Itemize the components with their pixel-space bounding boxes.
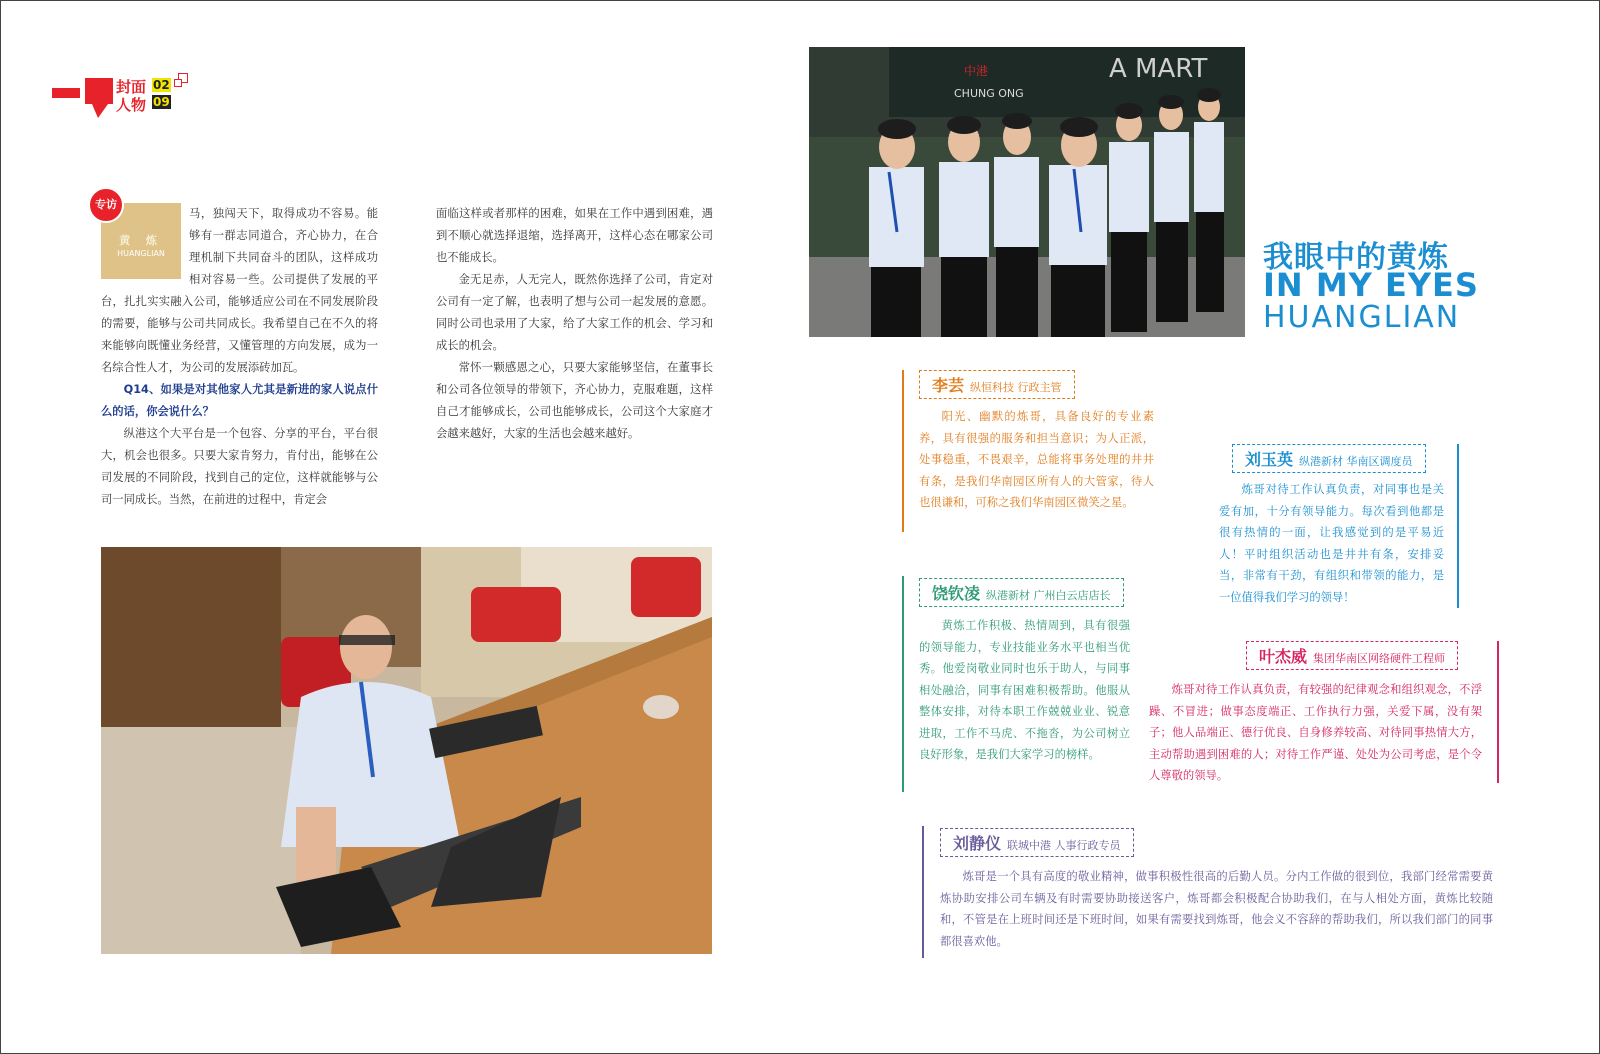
quote-1-body: [919, 406, 1154, 514]
sign-text-2: CHUNG ONG: [954, 87, 1024, 100]
sign-text-3: A MART: [1109, 54, 1208, 84]
quote-3-tag: [919, 578, 1124, 607]
photo-team-formation: [809, 47, 1245, 337]
quote-5-role: 联城中港 人事行政专员: [1007, 839, 1121, 852]
interviewee-pinyin: HUANGLIAN: [117, 249, 165, 258]
quote-3-name: 饶钦凌: [932, 584, 981, 603]
quote-2-body: [1219, 479, 1444, 608]
logo-square-icon-small: [174, 79, 182, 87]
quote-4-text: 炼哥对待工作认真负责，有较强的纪律观念和组织观念，不浮躁、不冒进；做事态度端正、工作执行力强，关爱下属，没有架子；他人品端正、德行优良、自身修养较高、对待同事热情大方，主动帮助遇到困难的人；对待工作严谨、处处为公司考虑，是个令人尊敬的领导。: [1149, 683, 1482, 782]
quote-4-name: 叶杰威: [1259, 647, 1308, 666]
quote-4-tag: [1246, 641, 1458, 670]
quote-1-name: 李芸: [932, 376, 965, 395]
feature-title-en-line2: HUANGLIAN: [1263, 300, 1461, 335]
quote-2-name: 刘玉英: [1245, 450, 1294, 469]
quote-3-role: 纵港新材 广州白云店店长: [986, 589, 1111, 602]
quote-1-rule: [902, 370, 904, 532]
quote-5-text: 炼哥是一个具有高度的敬业精神，做事积极性很高的后勤人员。分内工作做的很到位，我部门经常需要黄炼协助安排公司车辆及有时需要协助接送客户，炼哥都会积极配合协助我们，在与人相处方面，黄炼比较随和，不管是在上班时间还是下班时间，如果有需要找到炼哥，他会义不容辞的帮助我们，所以我们部门的同事都很喜欢他。: [940, 870, 1493, 948]
badge-float-spacer: [101, 203, 189, 289]
quote-1-role: 纵恒科技 行政主管: [970, 381, 1062, 394]
quote-3-body: [919, 615, 1130, 766]
quote-4-role: 集团华南区网络硬件工程师: [1313, 652, 1446, 665]
quote-2-rule: [1457, 444, 1459, 608]
section-number-top: 02: [153, 78, 170, 92]
col1-paragraph-1: 马，独闯天下，取得成功不容易。能够有一群志同道合，齐心协力，在合理机制下共同奋斗的团队，这样成功相对容易一些。公司提供了发展的平台，扎扎实实融入公司，能够适应公司在不同发展阶段的需要，能够与公司共同成长。我希望自己在不久的将来能够向既懂业务经营，又懂管理的方向发展，成为一名综合性人才，为公司的发展添砖加瓦。: [101, 207, 378, 374]
quote-5-tag: [940, 828, 1134, 857]
quote-4-rule: [1497, 641, 1499, 783]
section-label-bottom: 人物: [116, 96, 147, 114]
quote-2-tag: [1232, 444, 1426, 473]
quote-2-text: 炼哥对待工作认真负责，对同事也是关爱有加，十分有领导能力。每次看到他都是很有热情的一面，让我感觉到的是平易近人！平时组织活动也是井井有条，安排妥当，非常有干劲，有组织和带领的能力，是一位值得我们学习的领导！: [1219, 483, 1444, 604]
logo-bar: [52, 88, 80, 98]
question-q14: Q14、如果是对其他家人尤其是新进的家人说点什么的话，你会说什么？: [101, 383, 378, 418]
col2-paragraph-3: 常怀一颗感恩之心，只要大家能够坚信，在董事长和公司各位领导的带领下，齐心协力，克服难题，这样自己才能够成长，公司也能够成长，公司这个大家庭才会越来越好，大家的生活也会越来越好。: [436, 361, 713, 440]
article-column-1: [101, 203, 378, 511]
col2-paragraph-2: 金无足赤，人无完人，既然你选择了公司，肯定对公司有一定了解，也表明了想与公司一起发展的意愿。同时公司也录用了大家，给了大家工作的机会、学习和成长的机会。: [436, 273, 713, 352]
quote-3-rule: [902, 576, 904, 792]
quote-5-rule: [922, 826, 924, 958]
feature-title-cn: 我眼中的黄炼: [1263, 240, 1449, 275]
quote-3-text: 黄炼工作积极、热情周到，具有很强的领导能力，专业技能业务水平也相当优秀。他爱岗敬业同时也乐于助人，与同事相处融洽，同事有困难积极帮助。他服从整体安排，对待本职工作兢兢业业、锐意进取，工作不马虎、不拖沓，为公司树立良好形象，是我们大家学习的榜样。: [919, 619, 1130, 761]
quote-1-text: 阳光、幽默的炼哥，具备良好的专业素养，具有很强的服务和担当意识；为人正派，处事稳重，不畏艰辛，总能将事务处理的井井有条，是我们华南园区所有人的大管家，待人也很谦和，可称之我们华南园区微笑之星。: [919, 410, 1154, 509]
interviewee-name: 黄 炼: [119, 234, 163, 247]
section-label-top: 封面: [116, 78, 147, 96]
sign-text-1: 中港: [964, 64, 989, 78]
article-column-2: [436, 203, 713, 445]
interview-badge: 专访: [88, 187, 124, 223]
col2-paragraph-1: 面临这样或者那样的困难，如果在工作中遇到困难，遇到不顺心就选择退缩，选择离开，这样心态在哪家公司也不能成长。: [436, 207, 713, 264]
quote-5-body: [940, 866, 1493, 952]
quote-1-tag: [919, 370, 1075, 399]
photo-huanglian-at-desk: [101, 547, 712, 954]
quote-2-role: 纵港新材 华南区调度员: [1299, 455, 1413, 468]
quote-5-name: 刘静仪: [953, 834, 1002, 853]
col1-paragraph-2: 纵港这个大平台是一个包容、分享的平台，平台很大，机会也很多。只要大家肯努力，肯付出，能够在公司发展的不同阶段，找到自己的定位，这样就能够与公司一同成长。当然，在前进的过程中，肯定会: [101, 427, 378, 506]
logo-quote-tail: [92, 104, 108, 118]
feature-title-en-line1: IN MY EYES: [1263, 266, 1479, 304]
logo-quote-mark: [85, 78, 113, 104]
section-number-bottom: 09: [153, 95, 170, 109]
quote-4-body: [1149, 679, 1482, 787]
